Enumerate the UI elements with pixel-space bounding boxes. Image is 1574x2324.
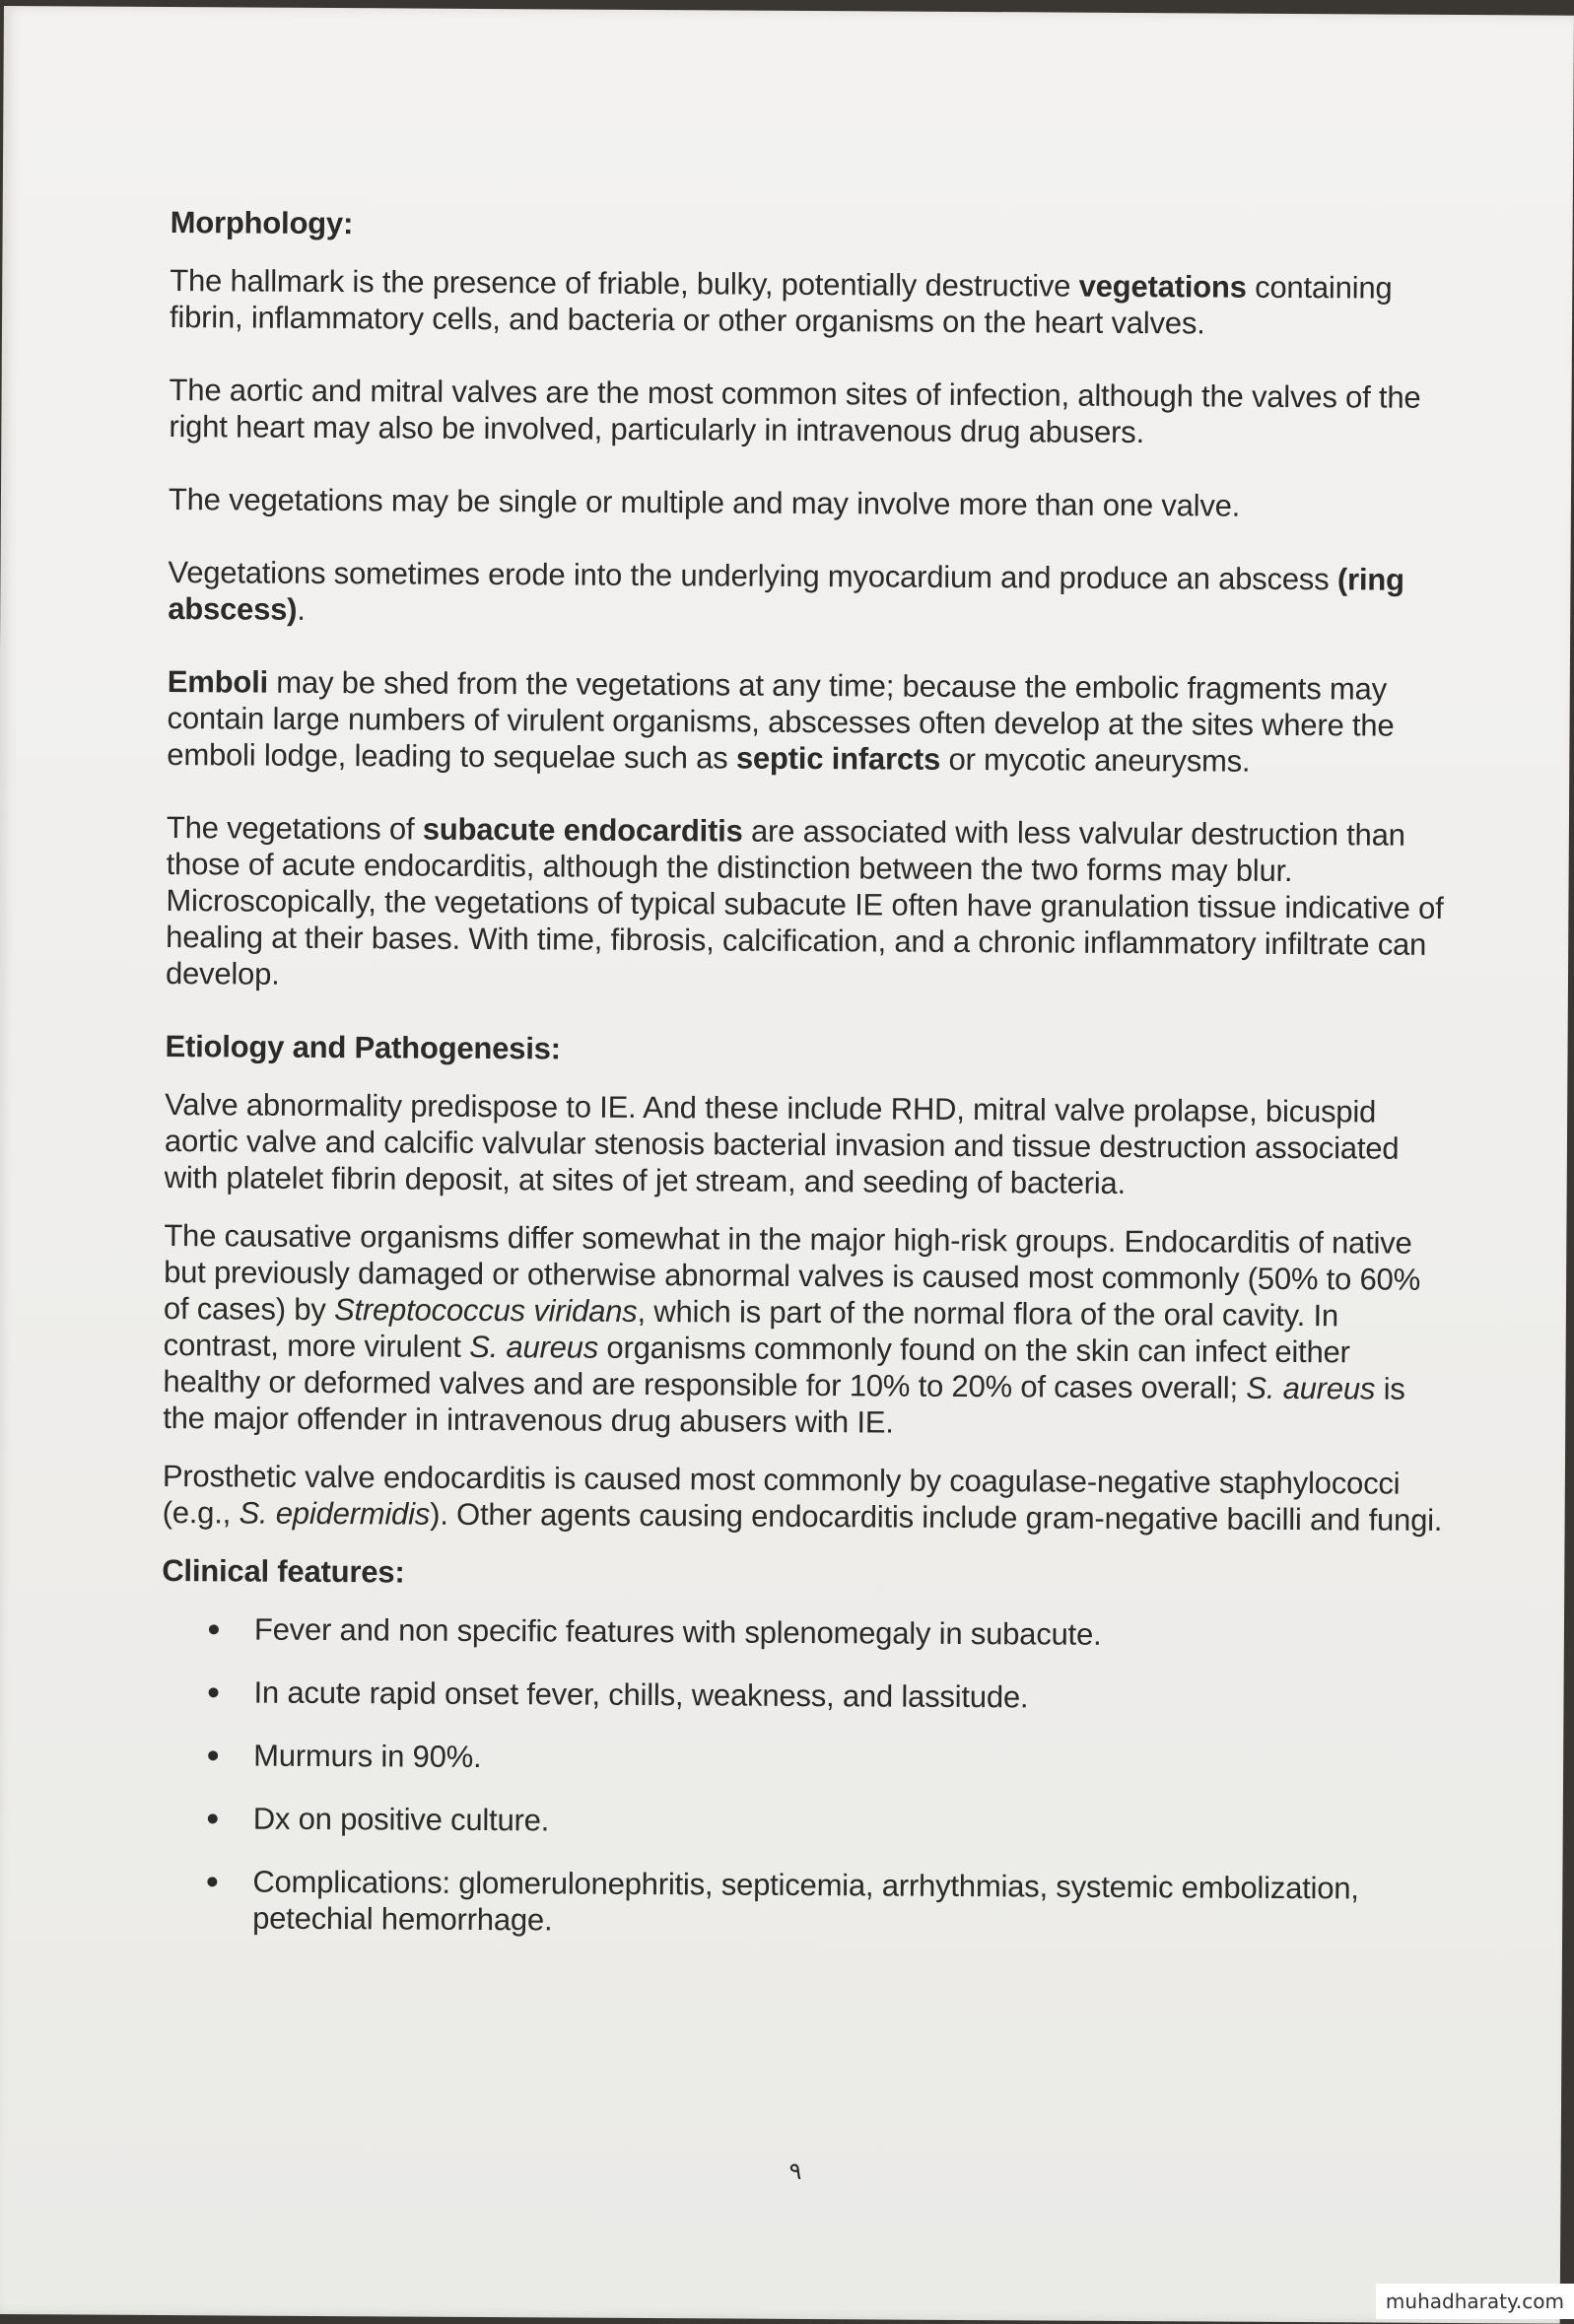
list-item: Fever and non specific features with splenomegaly in subacute. bbox=[209, 1610, 1443, 1655]
bullet-icon bbox=[209, 1687, 219, 1697]
list-item: Murmurs in 90%. bbox=[208, 1737, 1442, 1781]
morphology-heading: Morphology: bbox=[170, 205, 354, 241]
clinical-features-list bbox=[160, 1610, 1443, 1944]
term-emboli: Emboli bbox=[167, 664, 269, 700]
term-s-epidermidis: S. epidermidis bbox=[239, 1495, 431, 1532]
etiology-paragraph-1: Valve abnormality predispose to IE. And these include RHD, mitral valve prolapse, bicuspid aortic valve and calcific valvular stenosis bacterial invasion and tissue destruction associated with platelet fibrin deposit, at sites of jet stream, and seeding of bacteria. bbox=[164, 1087, 1400, 1200]
etiology-paragraph-2: The causative organisms differ somewhat in the major high-risk groups. Endocarditis of native but previously damaged or otherwise abnormal valves is caused most commonly (50% to 60% of cases) by Streptococcus viridans, which is part of the normal flora of the oral cavity. In contrast, more virulent S. aureus organisms commonly found on the skin can infect either healthy or deformed valves and are responsible for 10% to 20% of cases overall; S. aureus is the major offender in intravenous drug abusers with IE. bbox=[163, 1218, 1421, 1440]
list-item: Dx on positive culture. bbox=[208, 1800, 1442, 1844]
morphology-paragraph-6: The vegetations of subacute endocarditis are associated with less valvular destruction than those of acute endocarditis, although the distinction between the two forms may blur. Microscopically, the vegetations of typical subacute IE often have granulation tissue indicative of healing at their bases. With time, fibrosis, calcification, and a chronic inflammatory infiltrate can develop. bbox=[165, 810, 1444, 991]
term-subacute-endocarditis: subacute endocarditis bbox=[422, 811, 743, 849]
etiology-paragraph-3: Prosthetic valve endocarditis is caused most commonly by coagulase-negative staphylococci (e.g., S. epidermidis). Other agents causing endocarditis include gram-negative bacilli and fungi. bbox=[162, 1459, 1443, 1538]
morphology-paragraph-4: Vegetations sometimes erode into the underlying myocardium and produce an abscess (ring abscess). bbox=[168, 555, 1404, 627]
term-vegetations: vegetations bbox=[1078, 268, 1247, 305]
etiology-heading: Etiology and Pathogenesis: bbox=[165, 1029, 561, 1066]
term-septic-infarcts: septic infarcts bbox=[735, 740, 941, 777]
bullet-icon bbox=[207, 1877, 217, 1886]
bullet-icon bbox=[209, 1624, 219, 1634]
morphology-paragraph-3: The vegetations may be single or multiple and may involve more than one valve. bbox=[168, 482, 1241, 523]
term-streptococcus-viridans: Streptococcus viridans bbox=[333, 1292, 638, 1329]
bullet-icon bbox=[208, 1813, 218, 1823]
term-s-aureus: S. aureus bbox=[469, 1329, 599, 1365]
list-item: Complications: glomerulonephritis, septicemia, arrhythmias, systemic embolization, petechial hemorrhage. bbox=[207, 1863, 1441, 1944]
list-item: In acute rapid onset fever, chills, weakness, and lassitude. bbox=[208, 1674, 1442, 1718]
bullet-icon bbox=[208, 1750, 218, 1760]
clinical-heading: Clinical features: bbox=[162, 1553, 405, 1590]
morphology-paragraph-5: Emboli may be shed from the vegetations at any time; because the embolic fragments may contain large numbers of virulent organisms, abscesses often develop at the sites where the emboli lodge, leading to sequelae such as septic infarcts or mycotic aneurysms. bbox=[167, 664, 1395, 779]
page-number: ٩ bbox=[788, 2156, 802, 2185]
page-content bbox=[160, 204, 1452, 1970]
morphology-paragraph-2: The aortic and mitral valves are the most common sites of infection, although the valves of the right heart may also be involved, particularly in intravenous drug abusers. bbox=[169, 373, 1421, 450]
morphology-paragraph-1: The hallmark is the presence of friable, bulky, potentially destructive vegetations containing fibrin, inflammatory cells, and bacteria or other organisms on the heart valves. bbox=[169, 263, 1393, 341]
watermark: muhadharaty.com bbox=[1376, 2284, 1574, 2319]
term-ring-abscess: (ring abscess) bbox=[168, 562, 1404, 627]
document-page bbox=[0, 6, 1574, 2324]
term-s-aureus-2: S. aureus bbox=[1246, 1370, 1376, 1406]
